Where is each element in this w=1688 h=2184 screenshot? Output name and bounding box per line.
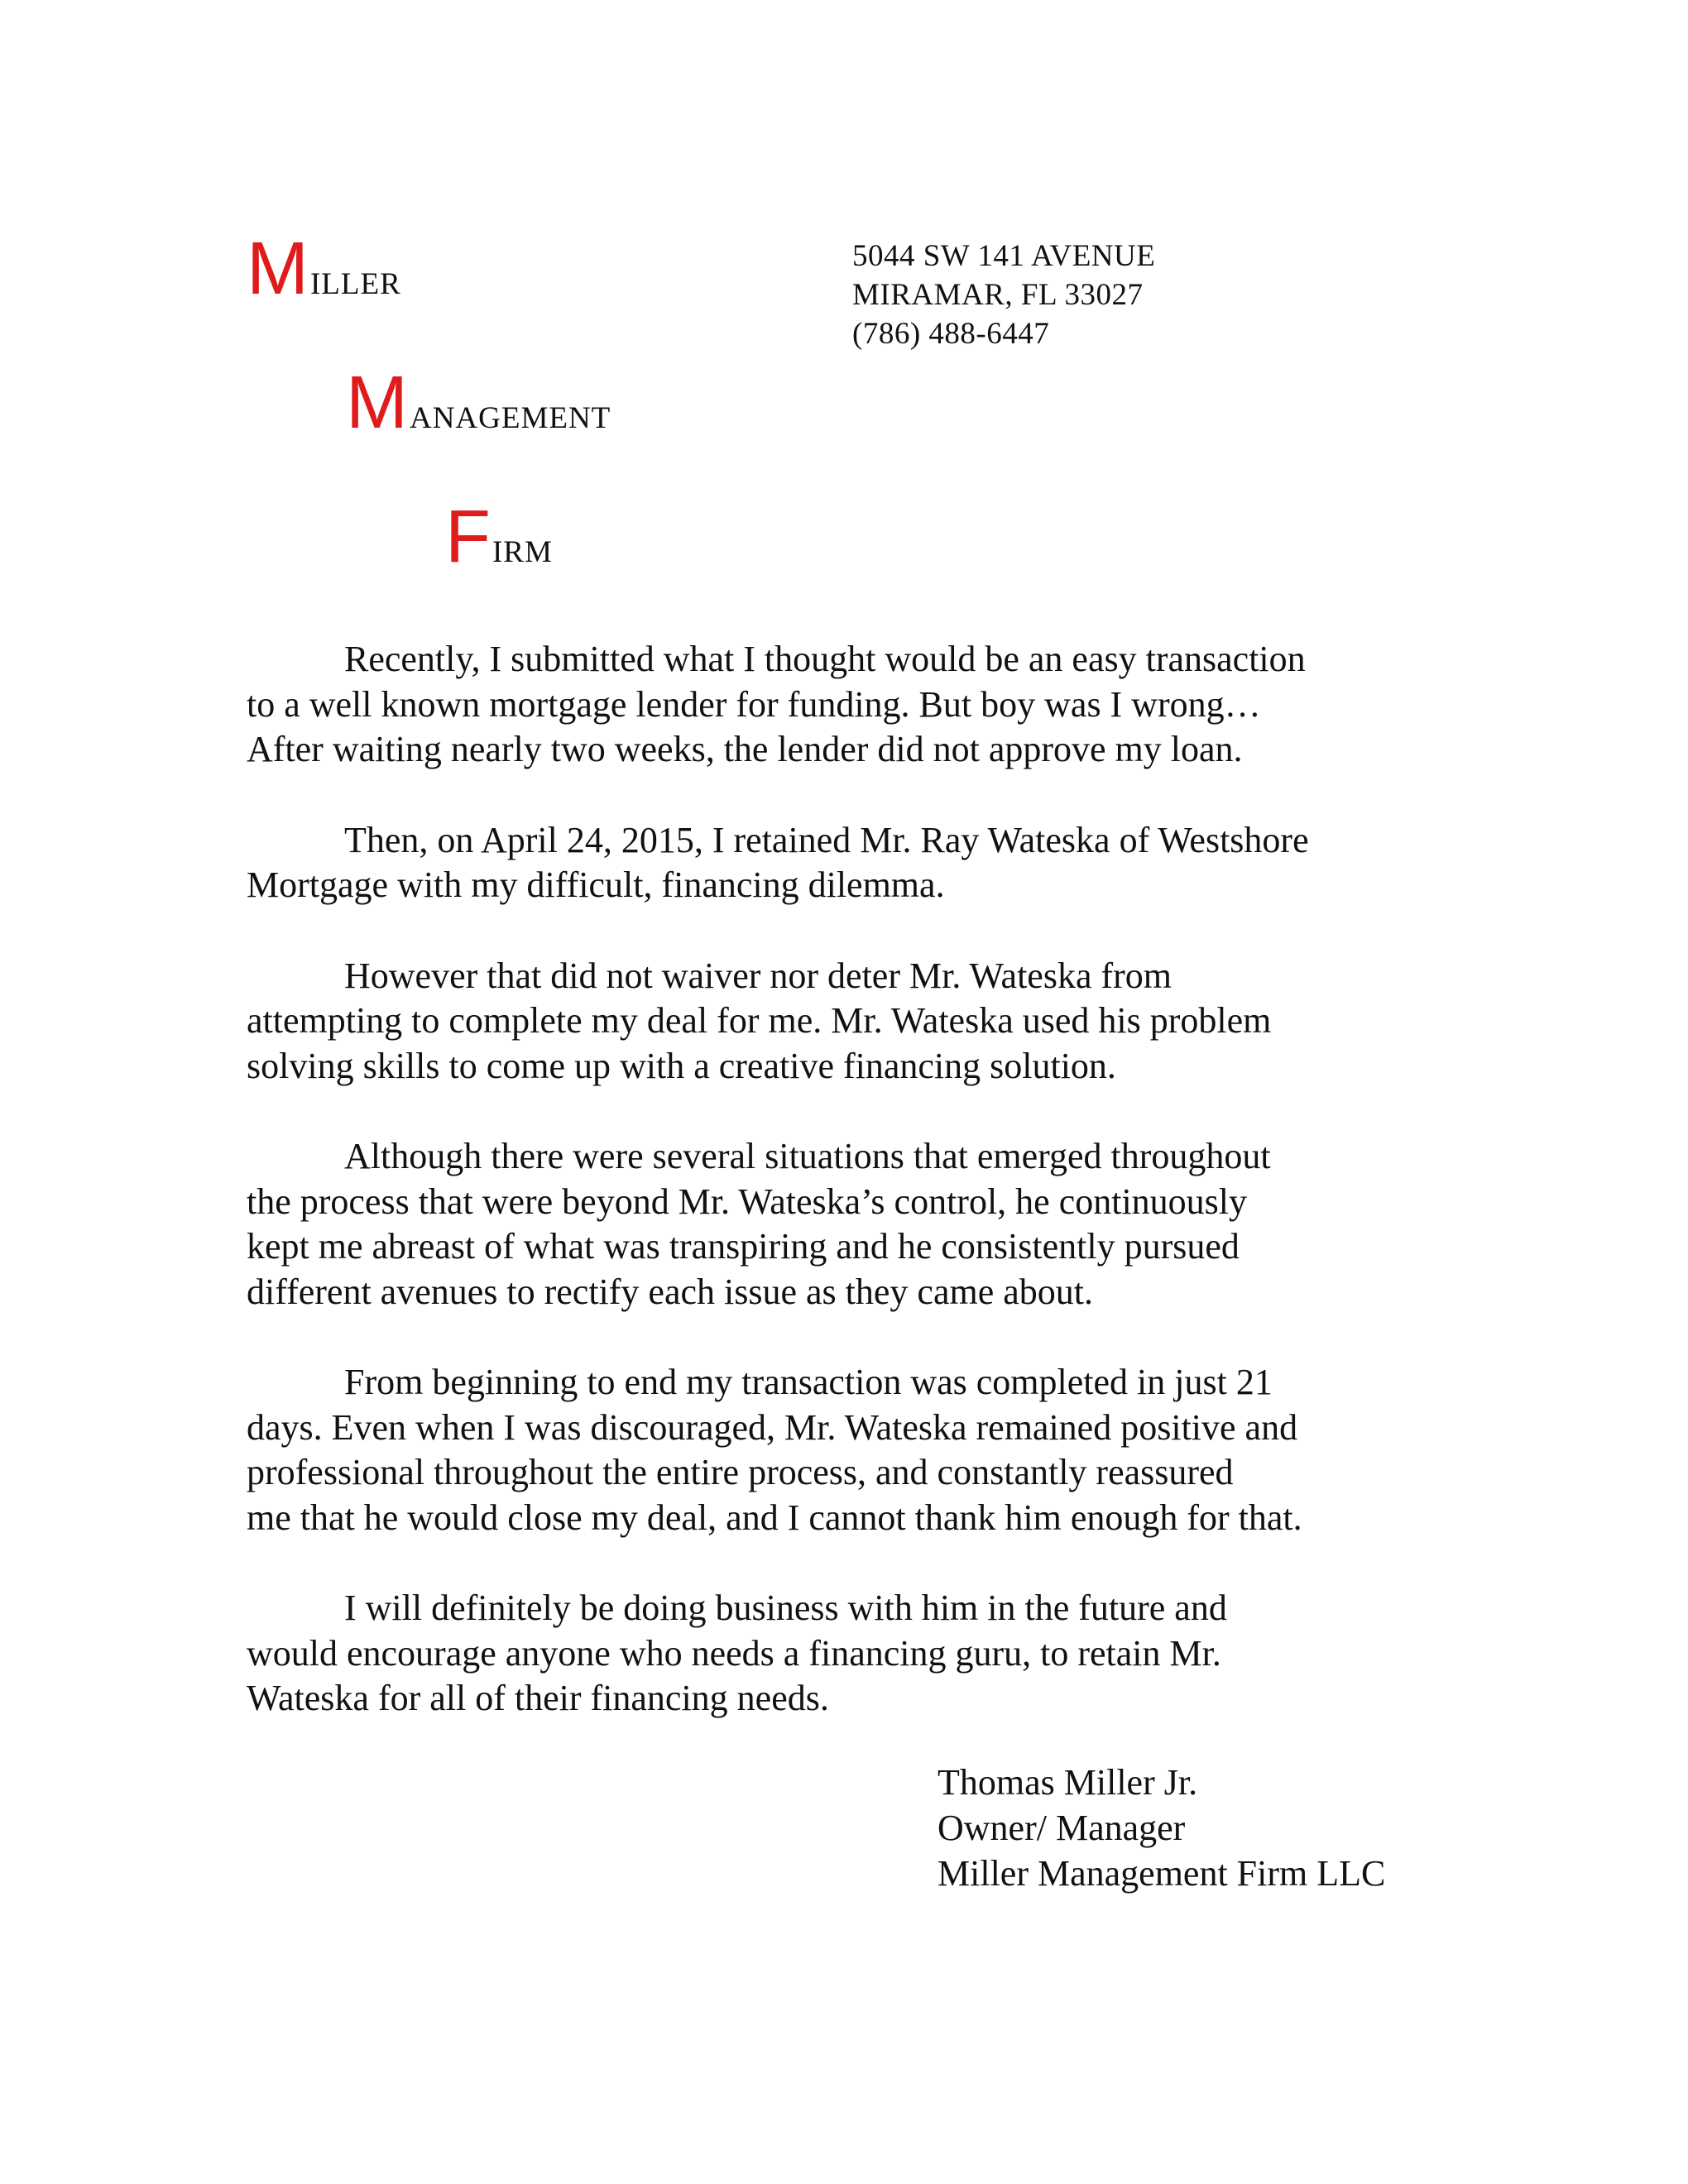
letterhead-miller [247,228,401,310]
paragraph-line: attempting to complete my deal for me. Mr. Wateska used his problem [247,1000,1272,1041]
signature-company: Miller Management Firm LLC [938,1853,1386,1894]
letterhead-word-iller: ILLER [309,267,401,301]
paragraph-line: different avenues to rectify each issue as they came about. [247,1271,1093,1312]
letterhead-word-irm: IRM [492,535,553,569]
paragraph [247,954,1446,1090]
letterhead-initial-f: F [445,496,491,578]
paragraph [247,637,1446,773]
paragraph-line: would encourage anyone who needs a financing guru, to retain Mr. [247,1632,1221,1674]
paragraph [247,1360,1446,1540]
paragraph [247,818,1446,908]
letterhead-initial-m2: M [346,362,408,444]
signature-name: Thomas Miller Jr. [938,1762,1198,1803]
paragraph-line: After waiting nearly two weeks, the lender did not approve my loan. [247,729,1243,769]
paragraph-line: Then, on April 24, 2015, I retained Mr. Ray Wateska of Westshore [344,819,1309,860]
paragraph [247,1134,1446,1315]
paragraph-line: From beginning to end my transaction was completed in just 21 [344,1362,1273,1402]
address-block [852,237,1155,353]
signature-block [938,1760,1385,1896]
paragraph-line: Recently, I submitted what I thought would be an easy transaction [344,639,1306,679]
address-city: MIRAMAR, FL 33027 [852,278,1144,312]
paragraph-line: to a well known mortgage lender for funding. But boy was I wrong… [247,683,1261,725]
paragraph-line: solving skills to come up with a creative financing solution. [247,1045,1116,1086]
letterhead-initial-m: M [247,228,309,310]
paragraph-line: professional throughout the entire process, and constantly reassured [247,1452,1234,1492]
paragraph [247,1586,1446,1722]
address-street: 5044 SW 141 AVENUE [852,239,1156,273]
paragraph-line: the process that were beyond Mr. Wateska’s control, he continuously [247,1181,1248,1222]
letterhead-word-anagement: ANAGEMENT [409,401,611,435]
address-phone: (786) 488-6447 [852,317,1050,351]
paragraph-line: me that he would close my deal, and I cannot thank him enough for that. [247,1497,1302,1538]
paragraph-line: However that did not waiver nor deter Mr. Wateska from [344,955,1172,996]
paragraph-line: Although there were several situations that emerged throughout [344,1136,1271,1176]
paragraph-line: days. Even when I was discouraged, Mr. Wateska remained positive and [247,1406,1298,1448]
paragraph-line: Mortgage with my difficult, financing dilemma. [247,864,945,905]
letter-body [247,637,1446,1767]
paragraph-line: I will definitely be doing business with him in the future and [344,1588,1227,1628]
letterhead-management [346,362,611,444]
paragraph-line: kept me abreast of what was transpiring and he consistently pursued [247,1226,1240,1267]
signature-title: Owner/ Manager [938,1808,1186,1848]
paragraph-line: Wateska for all of their financing needs. [247,1678,829,1718]
letterhead-firm [445,496,553,578]
